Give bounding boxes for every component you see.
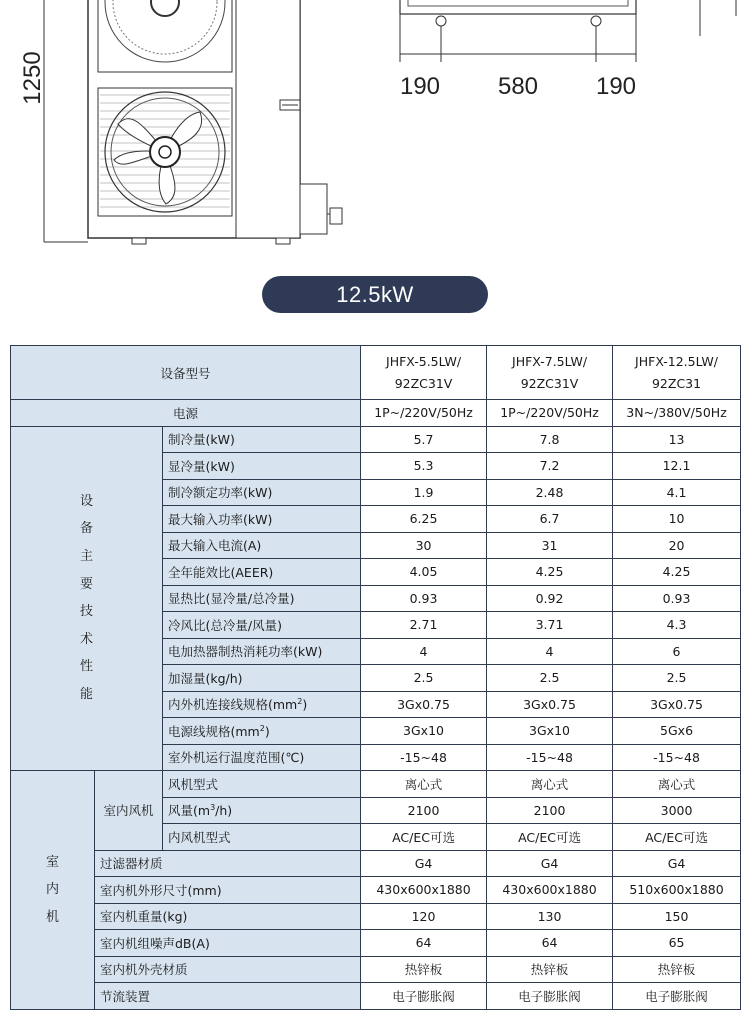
spec-label: 最大输入电流(A) [163, 532, 361, 559]
spec-value: 2.71 [361, 612, 487, 639]
spec-value: 20 [613, 532, 741, 559]
indoor-row [11, 877, 741, 904]
spec-label: 室内机组噪声dB(A) [95, 930, 361, 957]
spec-value: 510x600x1880 [613, 877, 741, 904]
spec-value: 2100 [361, 797, 487, 824]
spec-value: G4 [487, 850, 613, 877]
indoor-row [11, 956, 741, 983]
spec-value: 3.71 [487, 612, 613, 639]
spec-value: 430x600x1880 [487, 877, 613, 904]
model-1: JHFX-5.5LW/ 92ZC31V [361, 346, 487, 400]
spec-label: 加湿量(kg/h) [163, 665, 361, 692]
header-row [11, 346, 741, 400]
spec-value: 10 [613, 506, 741, 533]
model-2: JHFX-7.5LW/ 92ZC31V [487, 346, 613, 400]
spec-value: 热锌板 [361, 956, 487, 983]
spec-value: 电子膨胀阀 [487, 983, 613, 1010]
spec-value: 0.92 [487, 585, 613, 612]
indoor-row [11, 903, 741, 930]
top-view-drawing [400, 0, 736, 36]
spec-value: 64 [487, 930, 613, 957]
spec-value: 4 [487, 638, 613, 665]
spec-value: 7.8 [487, 426, 613, 453]
spec-label: 室内机外壳材质 [95, 956, 361, 983]
capacity-badge: 12.5kW [262, 276, 488, 313]
spec-value: G4 [613, 850, 741, 877]
spec-value: 4.3 [613, 612, 741, 639]
spec-value: 6.7 [487, 506, 613, 533]
spec-value: 130 [487, 903, 613, 930]
width-dim-center: 580 [497, 73, 539, 100]
spec-label: 内外机连接线规格$(mm^2)$ [163, 691, 361, 718]
spec-value: 0.93 [613, 585, 741, 612]
indoor-group-label: 室内机 [11, 771, 95, 1010]
spec-value: 4.1 [613, 479, 741, 506]
spec-label: 显冷量(kW) [163, 453, 361, 480]
spec-value: 7.2 [487, 453, 613, 480]
spec-value: AC/EC可选 [361, 824, 487, 851]
power-value: 3N~/380V/50Hz [613, 400, 741, 427]
spec-value: 5.7 [361, 426, 487, 453]
fan-sub-label: 室内风机 [95, 771, 163, 851]
power-value: 1P~/220V/50Hz [361, 400, 487, 427]
spec-value: 150 [613, 903, 741, 930]
height-dimension: 1250 [19, 51, 46, 105]
spec-value: -15~48 [613, 744, 741, 771]
spec-value: 3Gx10 [361, 718, 487, 745]
spec-value: 热锌板 [613, 956, 741, 983]
spec-label: 全年能效比(AEER) [163, 559, 361, 586]
spec-value: 430x600x1880 [361, 877, 487, 904]
header-label: 设备型号 [11, 346, 361, 400]
spec-label: 显热比(显冷量/总冷量) [163, 585, 361, 612]
spec-value: 13 [613, 426, 741, 453]
spec-value: AC/EC可选 [487, 824, 613, 851]
spec-value: 2.5 [487, 665, 613, 692]
spec-value: 1.9 [361, 479, 487, 506]
spec-value: 3Gx0.75 [361, 691, 487, 718]
lower-fan-icon [98, 88, 232, 216]
spec-value: 电子膨胀阀 [613, 983, 741, 1010]
fan-row [11, 771, 741, 798]
main-group-label: 设备主要技术性能 [11, 426, 163, 771]
indoor-row [11, 983, 741, 1010]
spec-label: 风机型式 [163, 771, 361, 798]
spec-value: 4.05 [361, 559, 487, 586]
spec-value: 4 [361, 638, 487, 665]
spec-value: 30 [361, 532, 487, 559]
spec-label: 最大输入功率(kW) [163, 506, 361, 533]
spec-value: 4.25 [613, 559, 741, 586]
spec-value: 2.48 [487, 479, 613, 506]
spec-label: 室内机外形尺寸(mm) [95, 877, 361, 904]
spec-value: 4.25 [487, 559, 613, 586]
spec-value: AC/EC可选 [613, 824, 741, 851]
upper-fan-icon [98, 0, 232, 72]
spec-value: 2100 [487, 797, 613, 824]
spec-value: 3000 [613, 797, 741, 824]
spec-row [11, 426, 741, 453]
spec-value: 64 [361, 930, 487, 957]
spec-label: 节流装置 [95, 983, 361, 1010]
width-dim-right: 190 [595, 73, 637, 100]
spec-label: 电加热器制热消耗功率(kW) [163, 638, 361, 665]
spec-value: G4 [361, 850, 487, 877]
spec-value: 31 [487, 532, 613, 559]
model-3: JHFX-12.5LW/ 92ZC31 [613, 346, 741, 400]
spec-value: 6 [613, 638, 741, 665]
spec-value: 5.3 [361, 453, 487, 480]
spec-table [10, 345, 741, 1010]
spec-value: -15~48 [487, 744, 613, 771]
spec-value: 5Gx6 [613, 718, 741, 745]
width-dim-left: 190 [399, 73, 441, 100]
spec-label: 室内机重量(kg) [95, 903, 361, 930]
indoor-row [11, 930, 741, 957]
spec-label: 电源线规格$(mm^2)$ [163, 718, 361, 745]
spec-value: 0.93 [361, 585, 487, 612]
spec-label: 过滤器材质 [95, 850, 361, 877]
spec-value: 65 [613, 930, 741, 957]
spec-label: 冷风比(总冷量/风量) [163, 612, 361, 639]
spec-label: 制冷量(kW) [163, 426, 361, 453]
spec-value: 离心式 [613, 771, 741, 798]
spec-value: 离心式 [361, 771, 487, 798]
spec-label: 风量$(m^3/h)$ [163, 797, 361, 824]
spec-label: 内风机型式 [163, 824, 361, 851]
indoor-row [11, 850, 741, 877]
spec-value: 6.25 [361, 506, 487, 533]
spec-value: 3Gx10 [487, 718, 613, 745]
spec-value: -15~48 [361, 744, 487, 771]
spec-value: 12.1 [613, 453, 741, 480]
spec-value: 热锌板 [487, 956, 613, 983]
power-value: 1P~/220V/50Hz [487, 400, 613, 427]
spec-label: 室外机运行温度范围(℃) [163, 744, 361, 771]
spec-value: 2.5 [361, 665, 487, 692]
power-row [11, 400, 741, 427]
spec-value: 2.5 [613, 665, 741, 692]
spec-value: 120 [361, 903, 487, 930]
spec-value: 离心式 [487, 771, 613, 798]
power-label: 电源 [11, 400, 361, 427]
spec-label: 制冷额定功率(kW) [163, 479, 361, 506]
spec-value: 3Gx0.75 [487, 691, 613, 718]
spec-value: 电子膨胀阀 [361, 983, 487, 1010]
spec-value: 3Gx0.75 [613, 691, 741, 718]
